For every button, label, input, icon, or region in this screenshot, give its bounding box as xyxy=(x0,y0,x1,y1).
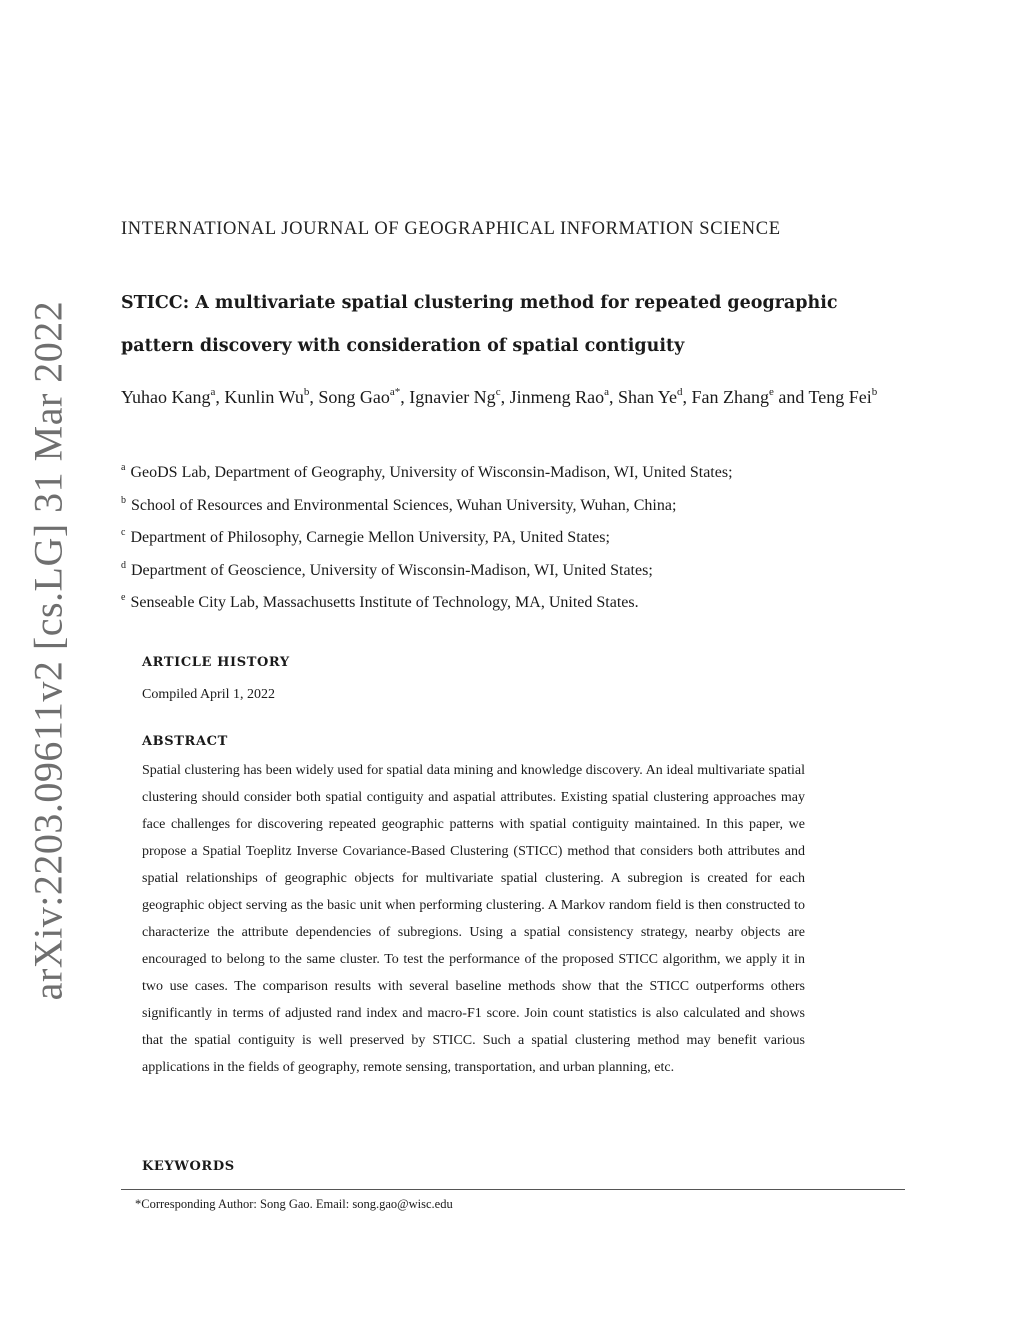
author-name: Fan Zhang xyxy=(691,387,769,407)
abstract-body: Spatial clustering has been widely used for spatial data mining and knowledge discovery. An ideal multivariate spatial clustering should consider both spatial contiguity and aspatial attributes. Existing spatial clustering approaches may face challenges for discovering repeated geographic patterns with spatial contiguity maintained. In this paper, we propose a Spatial Toeplitz Inverse Covariance-Based Clustering (STICC) method that considers both attributes and spatial relationships of geographic objects for multivariate spatial clustering. A subregion is created for each geographic object serving as the basic unit when performing clustering. A Markov random field is then constructed to characterize the attribute dependencies of subregions. Using a spatial consistency strategy, nearby objects are encouraged to belong to the same cluster. To test the performance of the proposed STICC algorithm, we apply it in two use cases. The comparison results with several baseline methods show that the STICC outperforms others significantly in terms of adjusted rand index and macro-F1 score. Join count statistics is also calculated and shows that the spatial contiguity is well preserved by STICC. Such a spatial clustering method may benefit various applications in the fields of geography, remote sensing, transportation, and urban planning, etc. xyxy=(142,763,805,1075)
affiliation-text: Senseable City Lab, Massachusetts Institute of Technology, MA, United States. xyxy=(130,594,639,611)
affiliation-mark: c xyxy=(121,527,126,538)
affiliation-item xyxy=(121,558,911,591)
affiliation-text: Department of Geoscience, University of Wisconsin-Madison, WI, United States; xyxy=(131,561,653,579)
author-list: Yuhao Kang$^a$, Kunlin Wu$^b$, Song Gao$^{a*}$, Ignavier Ng$^c$, Jinmeng Rao$^a$, Shan Ye$^d$, Fan Zhang$^e$ and Teng Fei$^b$ xyxy=(121,386,878,407)
affiliation-list xyxy=(121,460,911,623)
keywords-heading: KEYWORDS xyxy=(142,1159,235,1174)
author-item xyxy=(618,387,683,407)
journal-name: INTERNATIONAL JOURNAL OF GEOGRAPHICAL INFORMATION SCIENCE xyxy=(121,219,781,239)
author-item xyxy=(809,387,878,407)
affiliation-item xyxy=(121,493,911,526)
author-item xyxy=(224,387,309,407)
abstract-heading: ABSTRACT xyxy=(142,734,228,749)
author-name: Shan Ye xyxy=(617,387,677,407)
paper-title: STICC: A multivariate spatial clustering method for repeated geographic pattern discovery with consideration of spatial contiguity xyxy=(121,293,838,356)
affiliation-mark: b xyxy=(121,494,126,506)
affiliation-text: GeoDS Lab, Department of Geography, University of Wisconsin-Madison, WI, United States; xyxy=(130,464,733,481)
author-name: Yuhao Kang xyxy=(121,387,211,407)
author-item xyxy=(121,387,215,407)
author-affiliation-mark: d xyxy=(677,386,683,398)
compiled-date: Compiled April 1, 2022 xyxy=(142,687,275,702)
corresponding-author-footnote: *Corresponding Author: Song Gao. Email: song.gao@wisc.edu xyxy=(135,1197,453,1211)
author-item xyxy=(510,387,609,407)
affiliation-item xyxy=(121,590,911,623)
article-history-heading: ARTICLE HISTORY xyxy=(142,655,290,670)
author-affiliation-mark: a* xyxy=(389,386,401,398)
footnote-divider xyxy=(121,1189,905,1190)
affiliation-item xyxy=(121,525,911,558)
affiliation-mark: a xyxy=(121,462,126,473)
author-item xyxy=(692,387,774,407)
author-name: Song Gao xyxy=(318,387,390,407)
author-affiliation-mark: a xyxy=(604,386,609,398)
affiliation-item xyxy=(121,460,911,493)
author-name: Teng Fei xyxy=(808,387,872,407)
affiliation-text: Department of Philosophy, Carnegie Mellon University, PA, United States; xyxy=(130,529,610,546)
affiliation-text: School of Resources and Environmental Sciences, Wuhan University, Wuhan, China; xyxy=(131,496,677,514)
author-affiliation-mark: c xyxy=(495,386,501,398)
arxiv-identifier-text: arXiv:2203.09611v2 [cs.LG] 31 Mar 2022 xyxy=(25,300,71,1000)
author-affiliation-mark: b xyxy=(871,386,878,398)
author-affiliation-mark: b xyxy=(303,386,310,398)
author-item xyxy=(409,387,500,407)
author-item xyxy=(318,387,400,407)
author-affiliation-mark: a xyxy=(210,386,216,398)
author-affiliation-mark: e xyxy=(768,386,774,398)
affiliation-mark: e xyxy=(121,592,126,603)
author-name: Ignavier Ng xyxy=(409,387,496,407)
author-name: Jinmeng Rao xyxy=(509,387,605,407)
affiliation-mark: d xyxy=(121,559,126,571)
author-name: Kunlin Wu xyxy=(224,387,304,407)
arxiv-identifier-stamp xyxy=(18,300,78,1000)
